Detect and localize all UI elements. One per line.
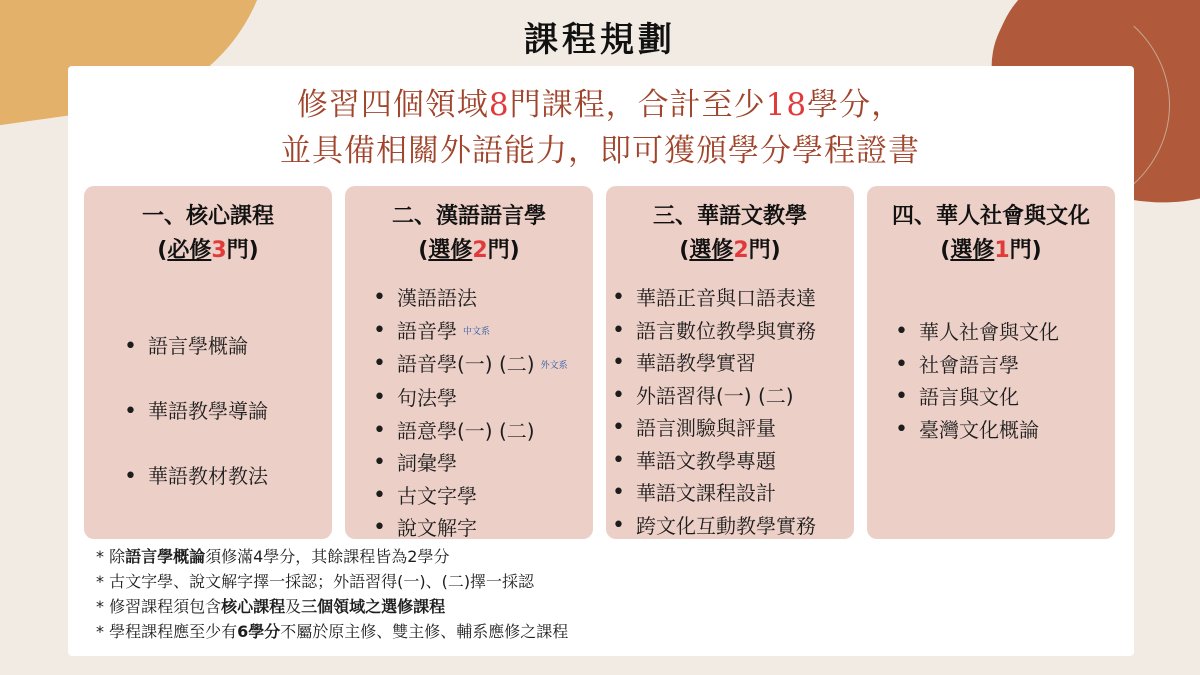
- list-item: • 語言學概論: [122, 314, 332, 379]
- list-item: • 句法學: [371, 382, 593, 415]
- column-heading: 二、漢語語言學: [391, 204, 546, 229]
- department-tag: 中文系: [463, 326, 491, 337]
- list-item: • 社會語言學: [893, 349, 1115, 382]
- list-item: • 語言與文化: [893, 381, 1115, 414]
- req-word: 選修: [950, 238, 995, 263]
- req-paren: (: [940, 238, 951, 263]
- footnote: * 古文字學、說文解字擇一採認；外語習得(一)、(二)擇一採認: [96, 572, 535, 591]
- req-count: 1: [994, 238, 1010, 263]
- headline-line-2: 並具備相關外語能力，即可獲頒學分學程證書: [280, 133, 920, 169]
- list-item: • 語言數位教學與實務: [610, 315, 854, 348]
- list-item: • 語音學 中文系: [371, 315, 593, 349]
- column-requirement: [84, 234, 332, 268]
- list-item: • 華語教學實習: [610, 347, 854, 380]
- course-list: [371, 282, 593, 545]
- course-count: 8: [488, 87, 510, 123]
- department-tag: 外文系: [540, 360, 568, 371]
- req-word: 選修: [428, 238, 473, 263]
- course-list: [610, 282, 854, 542]
- list-item: • 臺灣文化概論: [893, 414, 1115, 447]
- list-item: • 華人社會與文化: [893, 316, 1115, 349]
- course-list: [893, 316, 1115, 446]
- list-item: • 外語習得(一) (二): [610, 380, 854, 413]
- req-count: 3: [211, 238, 227, 263]
- column-chinese-linguistics: [345, 186, 593, 539]
- column-requirement: [867, 234, 1115, 268]
- footnote: * 修習課程須包含核心課程及三個領域之選修課程: [96, 597, 446, 616]
- req-count: 2: [733, 238, 749, 263]
- list-item: • 華語教材教法: [122, 444, 332, 509]
- req-suffix: 門): [226, 238, 259, 263]
- req-paren: (: [157, 238, 168, 263]
- list-item: • 語音學(一) (二) 外文系: [371, 348, 593, 382]
- req-word: 選修: [689, 238, 734, 263]
- column-heading: 三、華語文教學: [652, 204, 807, 229]
- column-chinese-teaching: [606, 186, 854, 539]
- headline-line-1: [70, 82, 1130, 128]
- footnote: * 除語言學概論須修滿4學分，其餘課程皆為2學分: [96, 547, 450, 566]
- list-item: • 華語教學導論: [122, 379, 332, 444]
- column-requirement: [606, 234, 854, 268]
- req-suffix: 門): [487, 238, 520, 263]
- list-item: • 華語文課程設計: [610, 477, 854, 510]
- list-item: • 詞彙學: [371, 447, 593, 480]
- list-item: • 華語正音與口語表達: [610, 282, 854, 315]
- req-paren: (: [418, 238, 429, 263]
- footnotes: [96, 544, 568, 644]
- req-paren: (: [679, 238, 690, 263]
- headline-text: 修習四個領域: [296, 87, 489, 123]
- list-item: • 華語文教學專題: [610, 445, 854, 478]
- list-item: • 語言測驗與評量: [610, 412, 854, 445]
- list-item: • 漢語語法: [371, 282, 593, 315]
- footnote: * 學程課程應至少有6學分不屬於原主修、雙主修、輔系應修之課程: [96, 622, 569, 641]
- column-chinese-society-culture: [867, 186, 1115, 539]
- req-count: 2: [472, 238, 488, 263]
- req-word: 必修: [167, 238, 212, 263]
- req-suffix: 門): [1009, 238, 1042, 263]
- column-heading: 四、華人社會與文化: [891, 204, 1090, 229]
- headline: [70, 82, 1130, 174]
- headline-text: 學分，: [807, 87, 904, 123]
- list-item: • 語意學(一) (二): [371, 415, 593, 448]
- column-core-courses: [84, 186, 332, 539]
- column-requirement: [345, 234, 593, 268]
- list-item: • 說文解字: [371, 512, 593, 545]
- page-title: 課程規劃: [524, 20, 676, 60]
- column-heading: 一、核心課程: [141, 204, 274, 229]
- course-list: [122, 314, 332, 509]
- req-suffix: 門): [748, 238, 781, 263]
- headline-text: 門課程，合計至少: [509, 87, 766, 123]
- credit-count: 18: [765, 87, 808, 123]
- list-item: • 古文字學: [371, 480, 593, 513]
- list-item: • 跨文化互動教學實務: [610, 510, 854, 543]
